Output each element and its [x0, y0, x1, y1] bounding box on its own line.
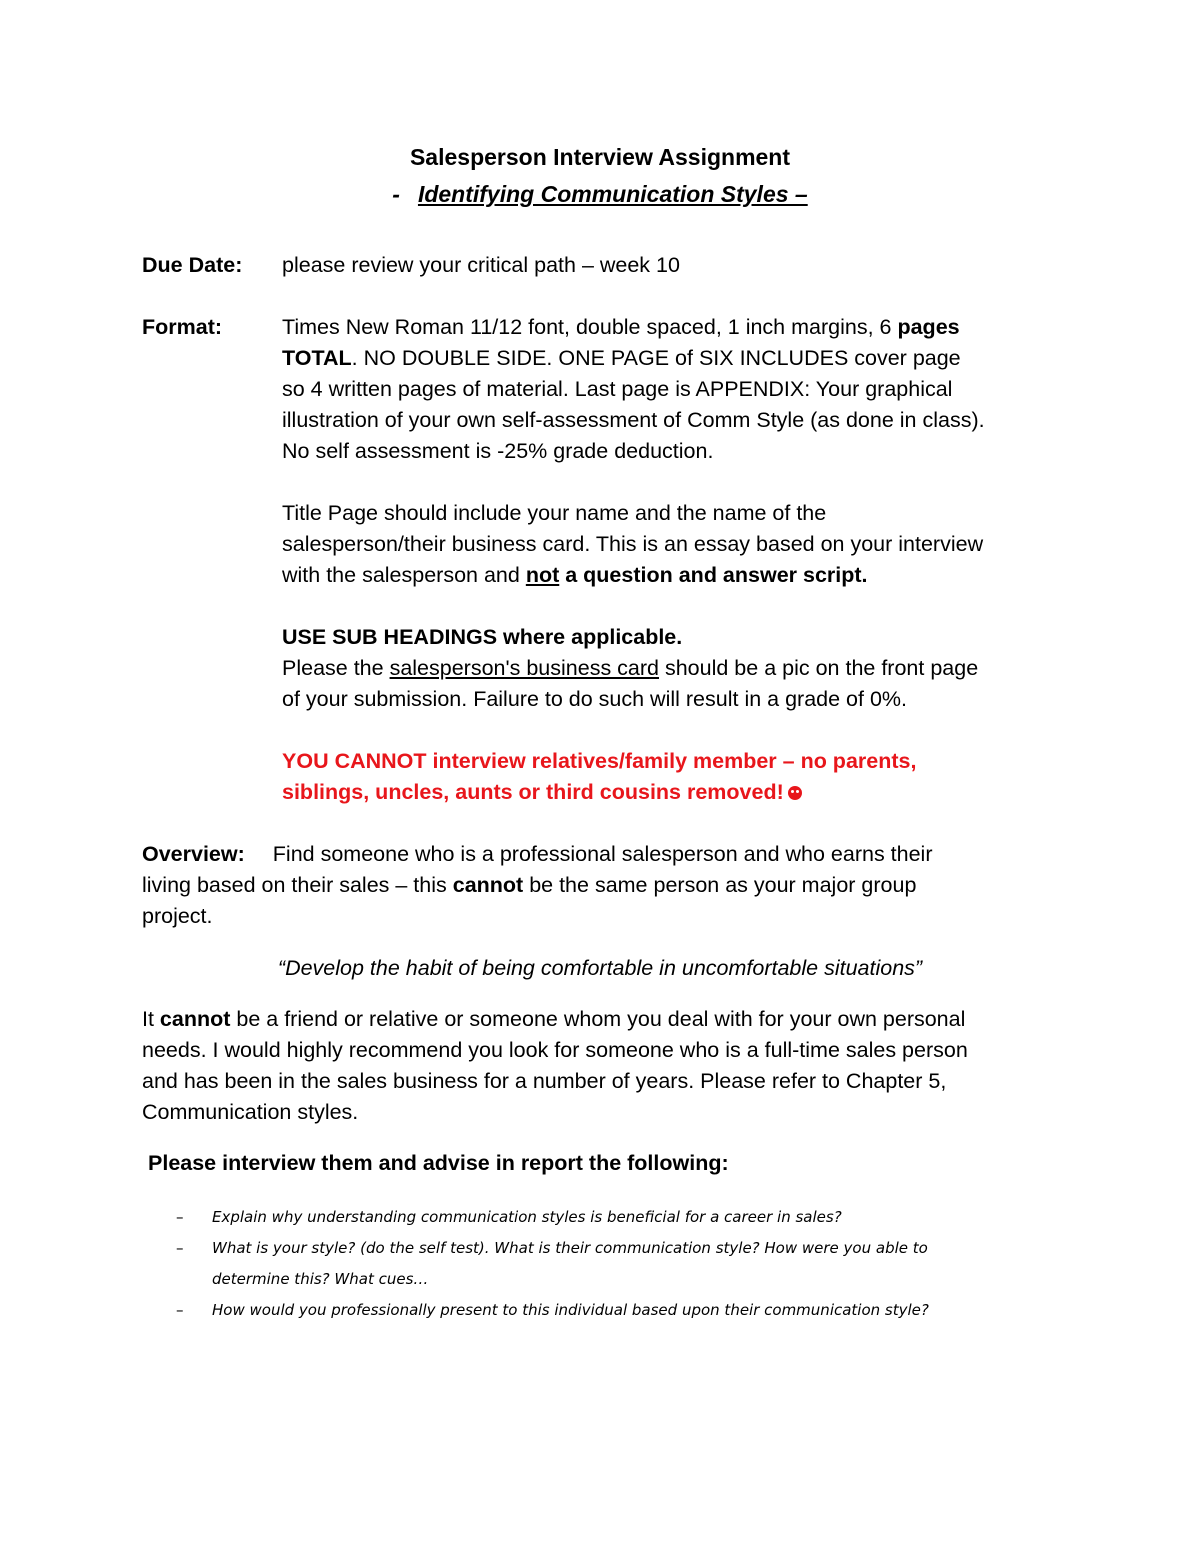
document-page: Salesperson Interview Assignment - Identifying Communication Styles – Due Date: please review your critical path – week 10 Format: Times New Roman 11/12 font, double spaced, 1 inch margins, 6 pages TOTAL. NO DOUBLE SIDE. ONE PAGE of SIX INCLUDES cover page so 4 written pages of material. Last page is APPENDIX: Your graphical illustration of your own self-assessment of Comm Style (as done in class). No self assessment is -25% grade deduction. Title Page should include your name and the name of the salesperson/their business card. This is an essay based on your interview with the salesperson and not a question and answer script. USE SUB HEADINGS where applicable. Please the salesperson's business card should be a pic on the front page of your submission. Failure to do such will result in a grade of 0%. YOU CANNOT interview relatives/family member – no parents, siblings, uncles, aunts or third cousins removed! Overview: Find someone who is a professional salesperson and who earns their living based on their sales – this cannot be the same person as your major group project. “Develop the habit of being comfortable in uncomfortable situations” It cannot be a friend or relative or someone whom you deal with for your own personal needs. I would highly recommend you look for someone who is a full-time sales person and has been in the sales business for a number of years. Please refer to Chapter 5, Communication styles. Please interview them and advise in report the following: – Explain why understanding communication styles is beneficial for a career in sales? – What is your style? (do the self test). What is their communication style? How were you able to determine this? What cues… – How would you professionally present to this individual based upon their communication style? [0, 0, 1200, 1553]
para-line-1: It cannot be a friend or relative or someone whom you deal with for your own personal [142, 1007, 966, 1031]
para-line-3: and has been in the sales business for a number of years. Please refer to Chapter 5, [142, 1069, 947, 1093]
format-line-5: No self assessment is -25% grade deduction. [282, 439, 714, 463]
para-line-2: needs. I would highly recommend you look for someone who is a full-time sales person [142, 1038, 968, 1062]
overview-label: Overview: [142, 842, 245, 866]
format-line-1: Times New Roman 11/12 font, double spaced, 1 inch margins, 6 pages [282, 315, 960, 339]
subtitle-text: Identifying Communication Styles – [417, 181, 808, 207]
interview-heading: Please interview them and advise in report the following: [148, 1151, 729, 1175]
warning-line-2: siblings, uncles, aunts or third cousins removed! [282, 777, 802, 808]
subtitle-dash: - [392, 181, 400, 207]
overview-line-3: project. [142, 904, 213, 928]
sub-headings-note: USE SUB HEADINGS where applicable. [282, 625, 683, 649]
format-label: Format: [142, 315, 223, 339]
title-page-line-2: salesperson/their business card. This is an essay based on your interview [282, 532, 984, 556]
para-line-4: Communication styles. [142, 1100, 359, 1124]
business-card-line-2: of your submission. Failure to do such will result in a grade of 0%. [282, 687, 907, 711]
smiley-icon [788, 786, 802, 800]
overview-line-2: living based on their sales – this cannot be the same person as your major group [142, 873, 917, 897]
format-line-3: so 4 written pages of material. Last page is APPENDIX: Your graphical [282, 377, 953, 401]
business-card-line-1: Please the salesperson's business card should be a pic on the front page [282, 656, 979, 680]
quote: “Develop the habit of being comfortable in uncomfortable situations” [277, 956, 923, 980]
format-line-2: TOTAL. NO DOUBLE SIDE. ONE PAGE of SIX INCLUDES cover page [282, 346, 961, 370]
overview-line-1: Overview: Find someone who is a professional salesperson and who earns their [142, 842, 933, 866]
title-page-line-1: Title Page should include your name and the name of the [282, 501, 827, 525]
due-date-value: please review your critical path – week 10 [282, 253, 680, 277]
format-line-4: illustration of your own self-assessment of Comm Style (as done in class). [282, 408, 985, 432]
page-title: Salesperson Interview Assignment [409, 144, 791, 170]
page-subtitle [0, 179, 1200, 210]
warning-line-1: YOU CANNOT interview relatives/family member – no parents, [282, 749, 917, 773]
title-page-line-3: with the salesperson and not a question and answer script. [282, 563, 868, 587]
due-date-label: Due Date: [142, 253, 243, 277]
